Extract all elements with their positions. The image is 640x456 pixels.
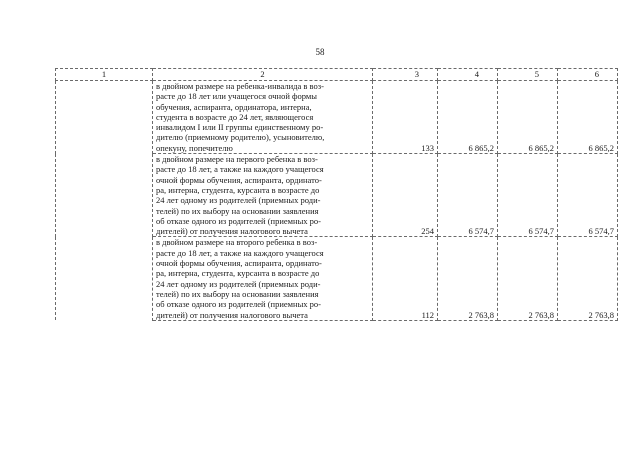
description-line: дителей) от получения налогового вычета <box>156 309 308 320</box>
column-header-3: 3 <box>373 69 438 81</box>
page-number: 58 <box>315 47 325 57</box>
column-header-6: 6 <box>558 69 618 81</box>
row-value-cell: 6 574,7 <box>558 154 618 237</box>
description-line: расте до 18 лет, а также на каждого учащегося <box>156 247 324 258</box>
description-line: телей) по их выбору на основании заявления <box>156 205 319 216</box>
row-value-cell: 6 574,7 <box>498 154 558 237</box>
description-line: расте до 18 лет или учащегося очной формы <box>156 91 317 102</box>
description-line: инвалидом I или II группы единственному ро- <box>156 122 324 133</box>
description-line: очной формы обучения, аспиранта, ординато- <box>156 258 322 269</box>
row-value-cell: 2 763,8 <box>438 237 498 320</box>
row-description <box>153 81 373 154</box>
description-line: опекуну, попечителю <box>156 142 233 153</box>
description-line: в двойном размере на первого ребенка в воз- <box>156 154 318 165</box>
description-line: 24 лет одному из родителей (приемных роди- <box>156 278 321 289</box>
table-row <box>56 237 618 320</box>
description-line: в двойном размере на ребенка-инвалида в воз- <box>156 81 324 91</box>
row-value-cell: 6 865,2 <box>438 81 498 154</box>
description-line: в двойном размере на второго ребенка в воз- <box>156 237 318 248</box>
row-category-cell <box>56 237 153 320</box>
row-category-cell <box>56 81 153 154</box>
description-line: очной формы обучения, аспиранта, ординато- <box>156 174 322 185</box>
row-category-cell <box>56 154 153 237</box>
row-code-cell: 112 <box>373 237 438 320</box>
description-line: об отказе одного из родителей (приемных ро- <box>156 299 321 310</box>
row-value-cell: 6 574,7 <box>438 154 498 237</box>
table-row <box>56 81 618 154</box>
row-code-cell: 254 <box>373 154 438 237</box>
data-table <box>55 68 618 321</box>
row-value-cell: 6 865,2 <box>498 81 558 154</box>
description-line: 24 лет одному из родителей (приемных роди- <box>156 195 321 206</box>
row-value-cell: 2 763,8 <box>558 237 618 320</box>
column-header-4: 4 <box>438 69 498 81</box>
row-description <box>153 237 373 320</box>
row-code-cell: 133 <box>373 81 438 154</box>
description-line: обучения, аспиранта, ординатора, интерна, <box>156 101 312 112</box>
column-header-1: 1 <box>56 69 153 81</box>
description-line: расте до 18 лет, а также на каждого учащегося <box>156 164 324 175</box>
row-value-cell: 6 865,2 <box>558 81 618 154</box>
description-line: ра, интерна, студента, курсанта в возрасте до <box>156 268 320 279</box>
row-value-cell: 2 763,8 <box>498 237 558 320</box>
description-line: дителей) от получения налогового вычета <box>156 226 308 237</box>
table-row <box>56 154 618 237</box>
column-header-5: 5 <box>498 69 558 81</box>
table-header-row <box>56 69 618 81</box>
row-description <box>153 154 373 237</box>
description-line: студента в возрасте до 24 лет, являющегося <box>156 111 314 122</box>
description-line: дителю (приемному родителю), усыновителю, <box>156 132 325 143</box>
description-line: телей) по их выбору на основании заявления <box>156 288 319 299</box>
column-header-2: 2 <box>153 69 373 81</box>
description-line: об отказе одного из родителей (приемных ро- <box>156 215 321 226</box>
description-line: ра, интерна, студента, курсанта в возрасте до <box>156 184 320 195</box>
